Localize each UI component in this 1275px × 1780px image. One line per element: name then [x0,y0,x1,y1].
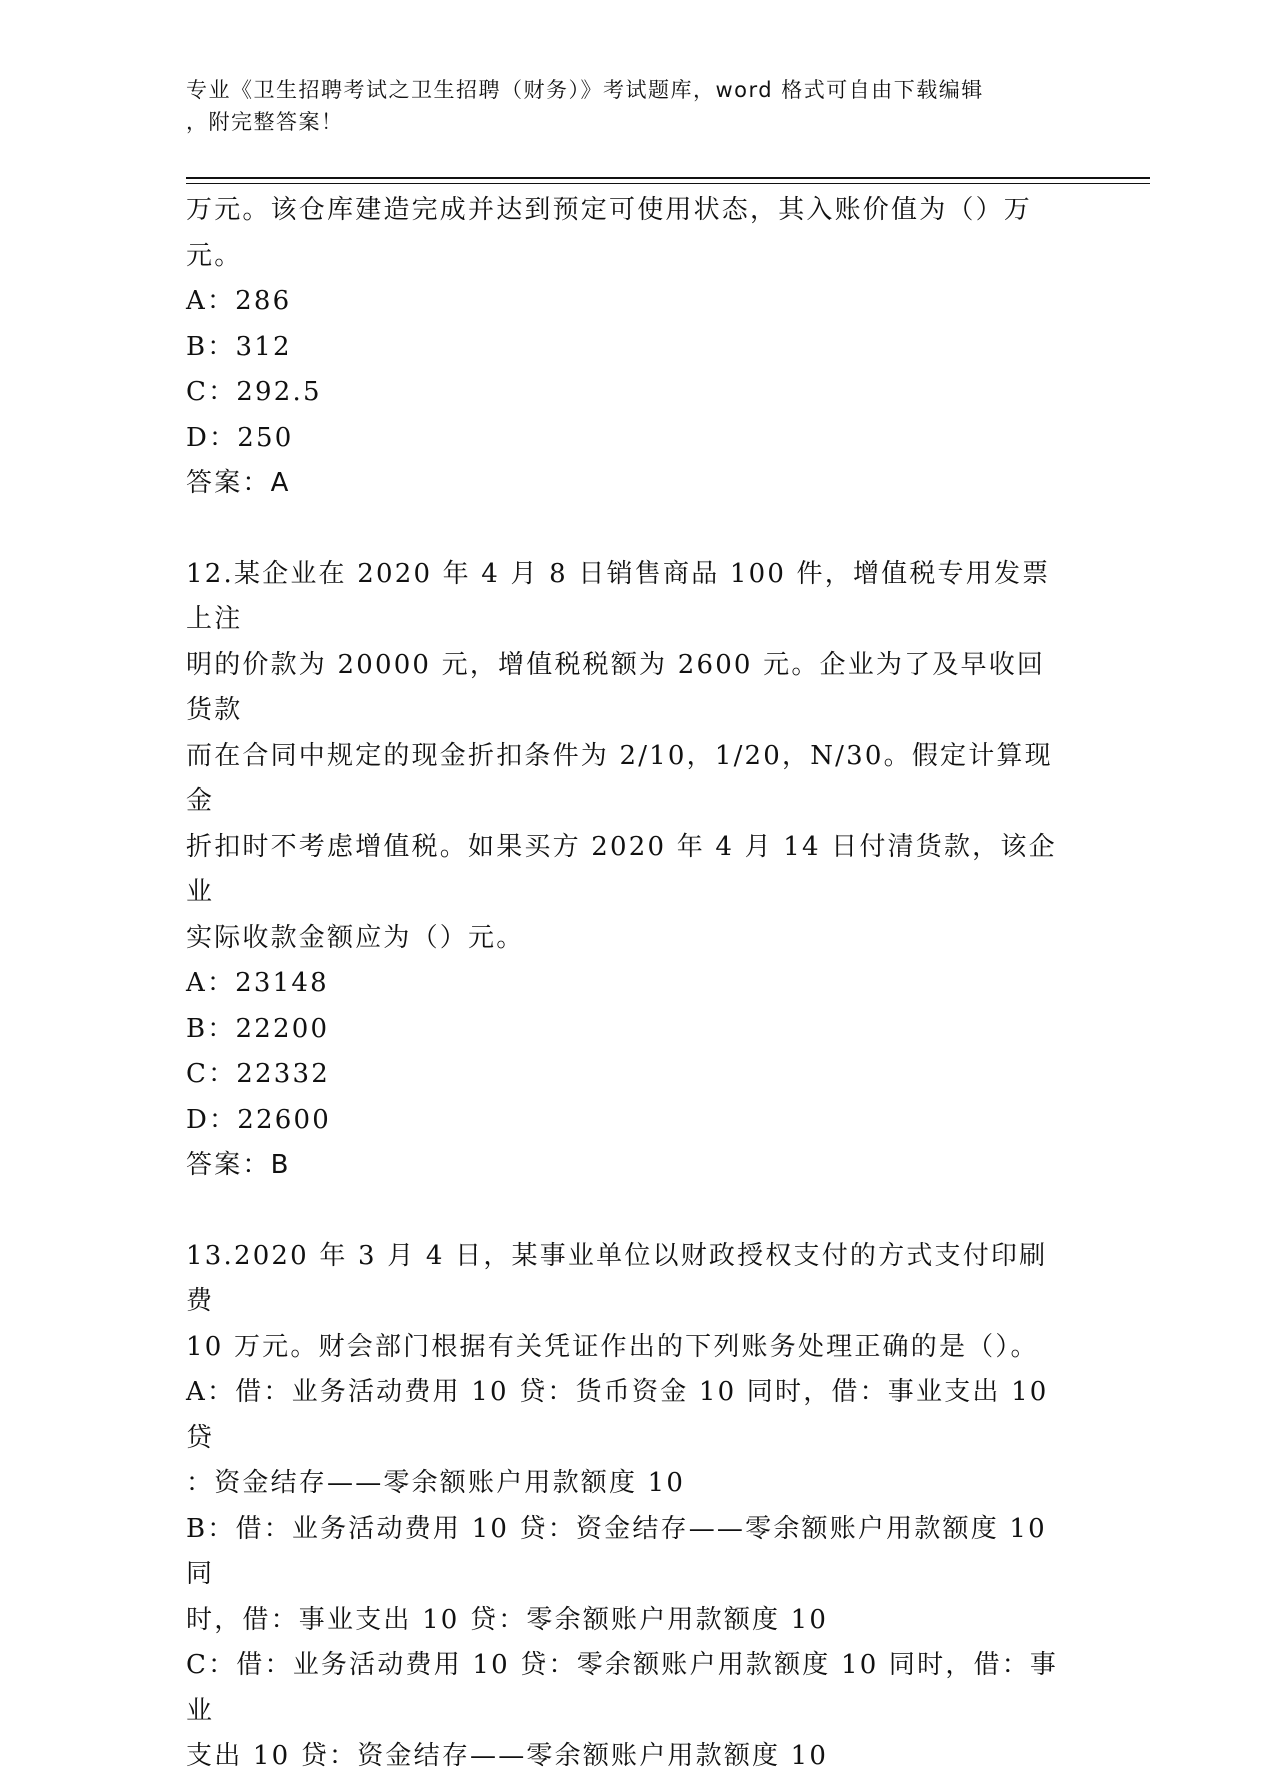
option-c-line: 支出 10 贷：资金结存——零余额账户用款额度 10 [186,1741,829,1771]
spacer [186,507,1066,552]
header-divider-thick [186,177,1150,179]
document-header [186,74,1066,138]
question-stem-line: 实际收款金额应为（）元。 [186,922,525,953]
question-stem-line: 折扣时不考虑增值税。如果买方 2020 年 4 月 14 日付清货款，该企业 [186,831,1057,907]
header-line-2: ，附完整答案！ [186,110,344,134]
question-stem-line: 而在合同中规定的现金折扣条件为 2/10，1/20，N/30。假定计算现金 [186,740,1053,816]
option-b-line: B：借：业务活动费用 10 贷：资金结存——零余额账户用款额度 10 同 [186,1513,1047,1589]
question-stem-line: 万元。该仓库建造完成并达到预定可使用状态，其入账价值为（）万 [186,195,1033,225]
option-b: B：22200 [186,1013,330,1044]
question-stem-line: 明的价款为 20000 元，增值税税额为 2600 元。企业为了及早收回货款 [186,649,1046,725]
option-b: B：312 [186,331,292,362]
question-stem-line: 10 万元。财会部门根据有关凭证作出的下列账务处理正确的是（）。 [186,1331,1039,1362]
question-stem-line: 13.2020 年 3 月 4 日，某事业单位以财政授权支付的方式支付印刷费 [186,1240,1048,1316]
option-d: D：250 [186,422,294,453]
question-11 [186,188,1066,507]
option-c-line: C：借：业务活动费用 10 贷：零余额账户用款额度 10 同时，借：事业 [186,1650,1059,1726]
question-13 [186,1234,1066,1780]
header-line-1: 专业《卫生招聘考试之卫生招聘（财务）》考试题库，word 格式可自由下载编辑 [186,78,984,102]
option-a-line: A：借：业务活动费用 10 贷：货币资金 10 同时，借：事业支出 10 贷 [186,1377,1049,1453]
option-b-line: 时，借：事业支出 10 贷：零余额账户用款额度 10 [186,1604,829,1635]
option-a: A：23148 [186,968,329,998]
option-c: C：22332 [186,1059,331,1089]
option-a-line: ：资金结存——零余额账户用款额度 10 [186,1468,686,1498]
option-a: A：286 [186,286,292,316]
question-12 [186,552,1066,1189]
question-stem-line: 元。 [186,240,243,271]
spacer [186,1189,1066,1234]
question-stem-line: 12.某企业在 2020 年 4 月 8 日销售商品 100 件，增值税专用发票上注 [186,558,1051,634]
answer-line: 答案：A [186,468,291,498]
document-body [186,188,1066,1780]
option-d: D：22600 [186,1104,331,1135]
option-c: C：292.5 [186,377,322,407]
answer-line: 答案：B [186,1150,291,1180]
header-divider-thin [186,183,1150,184]
